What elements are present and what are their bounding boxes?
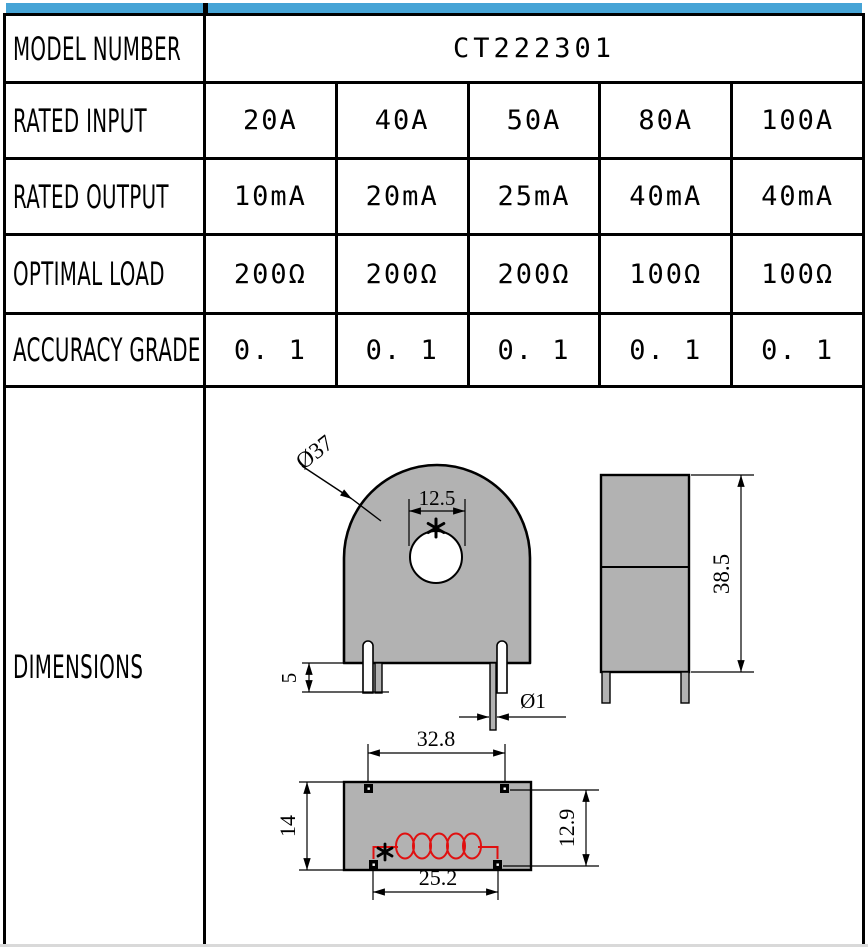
dim-body-diameter-label: Ø37: [291, 430, 338, 475]
row-label-rated-input: [6, 84, 203, 157]
dim-pin-protrusion-label: 5: [277, 672, 301, 684]
front-pin-slot-right: [497, 641, 507, 693]
front-center-hole: [410, 531, 462, 583]
dimensions-drawing: [206, 388, 862, 945]
rated-output-cell: [206, 160, 335, 233]
cell-value: 40A: [374, 105, 430, 136]
accuracy-grade-cell: [206, 315, 335, 385]
optimal-load-cell: [206, 236, 335, 312]
side-leg-right: [681, 672, 689, 703]
optimal-load-cell: [601, 236, 730, 312]
rated-output-cell: [733, 160, 862, 233]
cell-value: 25mA: [497, 181, 571, 212]
optimal-load-cell: [470, 236, 599, 312]
bottom-base-line: [0, 944, 868, 947]
top-accent-bar-divider: [203, 3, 208, 13]
model-number-value: CT222301: [452, 33, 616, 64]
row-label-model-number: [6, 16, 203, 81]
cell-value: 50A: [506, 105, 562, 136]
model-number-cell: [206, 16, 862, 81]
dim-pin-diameter-label: Ø1: [520, 689, 546, 713]
row-label-text: OPTIMAL LOAD: [13, 255, 165, 293]
rated-input-cell: [206, 84, 335, 157]
row-label-text: RATED INPUT: [13, 101, 147, 140]
cell-value: 10mA: [233, 181, 307, 212]
accuracy-grade-cell: [733, 315, 862, 385]
cell-value: 200Ω: [365, 258, 439, 290]
rated-output-cell: [338, 160, 467, 233]
accuracy-grade-cell: [470, 315, 599, 385]
row-label-accuracy-grade: [6, 315, 203, 385]
accuracy-grade-cell: [601, 315, 730, 385]
dim-pin-row-span-label: 12.9: [554, 808, 579, 848]
cell-value: 20A: [243, 105, 298, 136]
optimal-load-cell: [338, 236, 467, 312]
row-label-rated-output: [6, 160, 203, 233]
side-leg-left: [602, 672, 610, 703]
cell-value: 0. 1: [761, 334, 835, 366]
cell-value: 0. 1: [233, 334, 307, 366]
cell-value: 80A: [638, 105, 694, 136]
cell-value: 100Ω: [629, 258, 703, 290]
cell-value: 100Ω: [761, 258, 835, 290]
optimal-load-cell: [733, 236, 862, 312]
row-label-dimensions: [6, 388, 203, 945]
dim-top-pin-spacing-label: 32.8: [416, 726, 456, 751]
cell-value: 40mA: [629, 181, 703, 212]
cell-value: 200Ω: [233, 258, 307, 290]
cell-value: 200Ω: [497, 258, 571, 290]
row-label-text: MODEL NUMBER: [13, 29, 182, 68]
side-view: [601, 475, 754, 703]
accuracy-grade-cell: [338, 315, 467, 385]
side-body: [601, 475, 689, 672]
front-view: [277, 430, 566, 730]
cell-value: 0. 1: [497, 334, 571, 366]
row-label-text: RATED OUTPUT: [13, 177, 169, 216]
bottom-body: [344, 782, 531, 870]
dim-hole-diameter-label: 12.5: [418, 486, 456, 510]
rated-input-cell: [733, 84, 862, 157]
rated-input-cell: [601, 84, 730, 157]
row-label-text: ACCURACY GRADE: [13, 331, 201, 369]
cell-value: 0. 1: [629, 334, 703, 366]
cell-value: 40mA: [761, 181, 835, 212]
rated-output-cell: [470, 160, 599, 233]
cell-value: 0. 1: [365, 334, 439, 366]
dim-overall-height-label: 38.5: [709, 553, 734, 595]
cell-value: 100A: [761, 105, 835, 136]
dimensions-drawing-cell: [206, 388, 862, 945]
front-pin-rear-right-long: [490, 663, 496, 730]
row-label-optimal-load: [6, 236, 203, 312]
spec-table: [3, 13, 865, 945]
top-accent-bar: [6, 3, 862, 13]
front-pin-rear-left: [375, 663, 382, 693]
rated-output-cell: [601, 160, 730, 233]
cell-value: 20mA: [365, 181, 439, 212]
rated-input-cell: [470, 84, 599, 157]
rated-input-cell: [338, 84, 467, 157]
dim-bottom-pin-spacing-label: 25.2: [418, 865, 458, 890]
front-pin-slot-left: [363, 641, 373, 693]
dim-body-depth-label: 14: [275, 815, 300, 837]
dim-body-depth: [299, 782, 343, 870]
bottom-view: [275, 726, 599, 900]
row-label-text: DIMENSIONS: [13, 647, 144, 686]
